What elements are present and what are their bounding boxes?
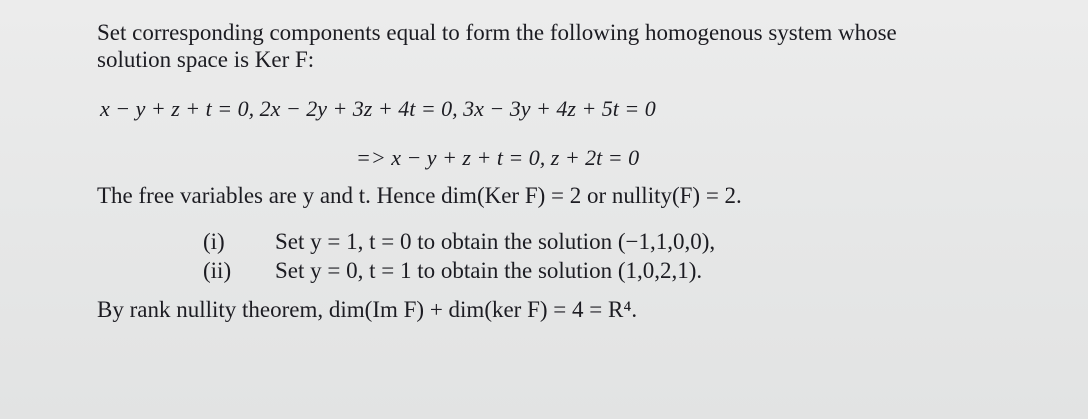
paragraph-line-1: Set corresponding components equal to form the following homogenous system whose <box>97 20 897 45</box>
conclusion-statement: By rank nullity theorem, dim(Im F) + dim(ker F) = 4 = R⁴. <box>97 297 638 322</box>
solution-item-i <box>203 229 715 255</box>
free-variables-statement: The free variables are y and t. Hence dim(Ker F) = 2 or nullity(F) = 2. <box>97 183 742 208</box>
solution-text-i: Set y = 1, t = 0 to obtain the solution (−1,1,0,0), <box>275 229 716 254</box>
equation-system: x − y + z + t = 0, 2x − 2y + 3z + 4t = 0, 3x − 3y + 4z + 5t = 0 <box>100 96 656 121</box>
paragraph-line-2: solution space is Ker F: <box>97 47 315 72</box>
solution-text-ii: Set y = 0, t = 1 to obtain the solution (1,0,2,1). <box>275 258 703 283</box>
solution-label-ii: (ii) <box>203 258 232 283</box>
solution-item-ii <box>203 258 702 284</box>
solution-label-i: (i) <box>203 229 225 254</box>
equation-reduced: => x − y + z + t = 0, z + 2t = 0 <box>356 145 640 170</box>
